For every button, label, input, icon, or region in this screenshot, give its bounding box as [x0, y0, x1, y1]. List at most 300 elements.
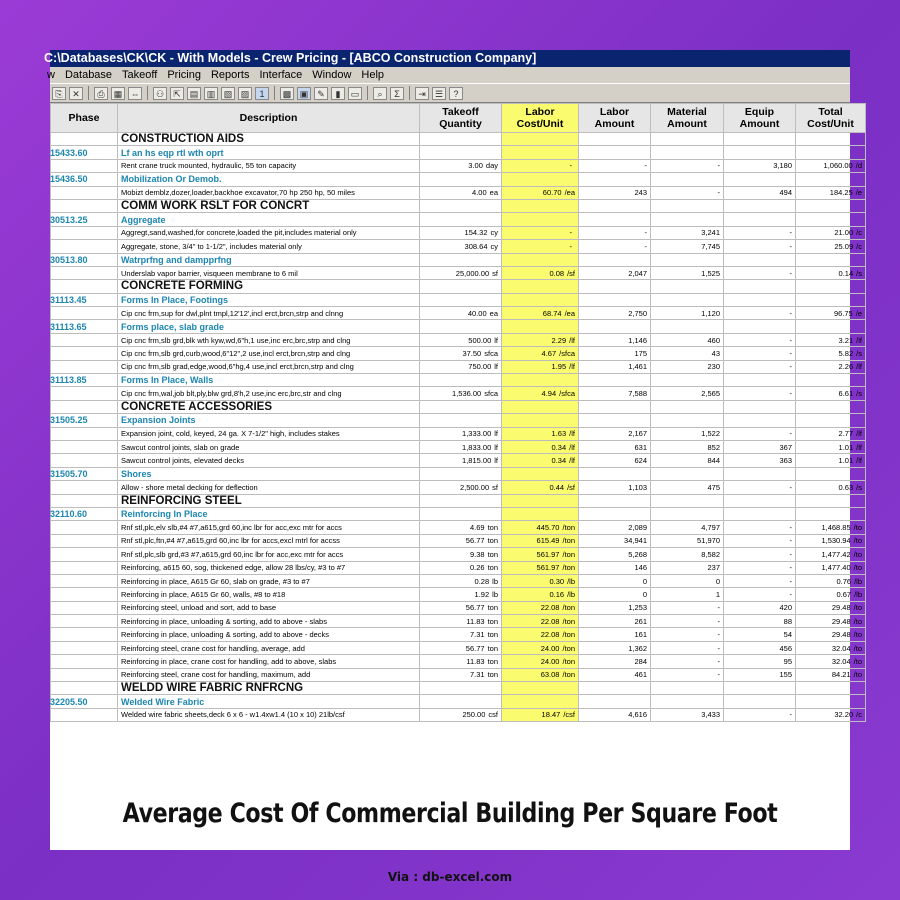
labor-cost-unit — [502, 266, 579, 279]
equip-amount: - — [724, 240, 796, 253]
material-amount: 0 — [651, 574, 724, 587]
labor-cost-unit-value: 0.34 — [551, 456, 567, 466]
sum-icon[interactable]: Σ — [390, 87, 404, 100]
takeoff-quantity-value: 7.31 — [469, 630, 485, 640]
menu-item-reports[interactable]: Reports — [210, 69, 250, 81]
labor-amount: 284 — [579, 655, 651, 668]
menu-item-interface[interactable]: Interface — [259, 69, 303, 81]
takeoff-quantity — [420, 601, 502, 614]
phase-cell — [51, 548, 118, 561]
labor-cost-unit — [502, 574, 579, 587]
takeoff-quantity — [420, 534, 502, 547]
table-row[interactable] — [51, 548, 866, 561]
empty-cell — [502, 320, 579, 333]
labor-amount: 0 — [579, 588, 651, 601]
table-row[interactable] — [51, 454, 866, 467]
phase-cell — [51, 641, 118, 654]
phase-code: 30513.25 — [51, 213, 118, 226]
empty-cell — [796, 467, 866, 480]
total-cost-unit — [796, 440, 866, 453]
page4-icon[interactable]: ▨ — [238, 87, 252, 100]
table-row[interactable] — [51, 481, 866, 494]
total-cost-unit-unit: /to — [853, 523, 862, 533]
takeoff-quantity — [420, 574, 502, 587]
column-header-material-amount[interactable]: Material Amount — [651, 104, 724, 133]
phase-cell — [51, 481, 118, 494]
spreadsheet — [50, 103, 862, 790]
empty-cell — [796, 213, 866, 226]
total-cost-unit-unit: /d — [855, 161, 862, 171]
labor-amount: 1,103 — [579, 481, 651, 494]
phase-code: 32110.60 — [51, 507, 118, 520]
takeoff-quantity-value: 1,333.00 — [462, 429, 492, 439]
table-row[interactable] — [51, 708, 866, 721]
empty-cell — [796, 146, 866, 159]
empty-cell — [796, 695, 866, 708]
empty-cell — [651, 213, 724, 226]
phase-row[interactable] — [51, 467, 866, 480]
table-row[interactable] — [51, 226, 866, 239]
empty-cell — [579, 146, 651, 159]
total-cost-unit-value: 1,060.00 — [823, 161, 853, 171]
labor-cost-unit-unit: /lf — [569, 362, 575, 372]
empty-cell — [651, 467, 724, 480]
equip-amount: 3,180 — [724, 159, 796, 172]
empty-cell — [579, 199, 651, 212]
labor-cost-unit — [502, 454, 579, 467]
page5-icon[interactable]: ▩ — [280, 87, 294, 100]
total-cost-unit-value: 0.76 — [836, 576, 852, 586]
empty-cell — [796, 400, 866, 413]
labor-amount: 34,941 — [579, 534, 651, 547]
material-amount: 51,970 — [651, 534, 724, 547]
total-cost-unit-value: 96.75 — [833, 308, 853, 318]
phase-cell — [51, 266, 118, 279]
phase-code: 31505.25 — [51, 414, 118, 427]
phase-cell — [51, 240, 118, 253]
total-cost-unit — [796, 240, 866, 253]
phase-code: 31505.70 — [51, 467, 118, 480]
labor-amount: 261 — [579, 615, 651, 628]
total-cost-unit — [796, 360, 866, 373]
total-cost-unit-value: 184.25 — [829, 188, 853, 198]
phase-row[interactable] — [51, 253, 866, 266]
takeoff-quantity-unit: sfca — [484, 348, 498, 358]
list-icon[interactable]: ☰ — [432, 87, 446, 100]
total-cost-unit-unit: /s — [856, 348, 862, 358]
labor-cost-unit — [502, 521, 579, 534]
total-cost-unit — [796, 628, 866, 641]
page3-icon[interactable]: ▧ — [221, 87, 235, 100]
table-row[interactable] — [51, 655, 866, 668]
empty-cell — [651, 374, 724, 387]
takeoff-quantity-value: 4.00 — [472, 188, 487, 198]
resize-icon[interactable]: ⇱ — [170, 87, 184, 100]
phase-code: 15433.60 — [51, 146, 118, 159]
menu-item-database[interactable]: Database — [64, 69, 113, 81]
column-header-phase[interactable]: Phase — [51, 104, 118, 133]
column-header-description[interactable]: Description — [118, 104, 420, 133]
phase-title: Forms place, slab grade — [118, 320, 420, 333]
labor-cost-unit — [502, 548, 579, 561]
grid-icon[interactable]: ▦ — [111, 87, 125, 100]
labor-amount: 4,616 — [579, 708, 651, 721]
material-amount: 4,797 — [651, 521, 724, 534]
equip-amount: - — [724, 307, 796, 320]
empty-cell — [579, 133, 651, 146]
empty-cell — [651, 414, 724, 427]
takeoff-quantity-value: 1,833.00 — [462, 442, 492, 452]
takeoff-quantity-unit: ton — [487, 603, 498, 613]
total-cost-unit-value: 0.14 — [838, 268, 854, 278]
table-row[interactable] — [51, 387, 866, 400]
phase-row[interactable] — [51, 173, 866, 186]
num-icon[interactable]: 1 — [255, 87, 269, 100]
empty-cell — [502, 253, 579, 266]
item-description: Mobizt demblz,dozer,loader,backhoe excavator,70 hp 250 hp, 50 miles — [118, 186, 420, 199]
empty-cell — [579, 494, 651, 507]
item-description: Cip cnc frm,wal,job blt,ply,blw grd,8'h,2 use,inc erc,brc,str and clng — [118, 387, 420, 400]
takeoff-quantity-unit: ton — [487, 563, 498, 573]
phase-cell — [51, 133, 118, 146]
empty-cell — [651, 494, 724, 507]
labor-cost-unit — [502, 628, 579, 641]
menu-item-help[interactable]: Help — [361, 69, 385, 81]
takeoff-quantity-value: 40.00 — [467, 308, 487, 318]
total-cost-unit — [796, 534, 866, 547]
labor-amount: 2,750 — [579, 307, 651, 320]
copy-icon[interactable]: ⎘ — [52, 87, 66, 100]
equip-amount: - — [724, 534, 796, 547]
empty-cell — [502, 400, 579, 413]
toolbar-separator — [88, 86, 89, 100]
table-row[interactable] — [51, 360, 866, 373]
labor-amount: 0 — [579, 574, 651, 587]
empty-cell — [796, 507, 866, 520]
item-description: Cip cnc frm,slb grad,edge,wood,6"hg,4 use,incl erct,brcn,strp and clng — [118, 360, 420, 373]
phase-row[interactable] — [51, 507, 866, 520]
equip-amount: 363 — [724, 454, 796, 467]
total-cost-unit — [796, 159, 866, 172]
column-header-total-cost-unit[interactable]: Total Cost/Unit — [796, 104, 866, 133]
search-icon[interactable]: ⌕ — [373, 87, 387, 100]
total-cost-unit-value: 0.67 — [836, 589, 852, 599]
toolbar-separator — [274, 86, 275, 100]
cost-table — [50, 103, 866, 722]
menu-item-pricing[interactable]: Pricing — [167, 69, 201, 81]
empty-cell — [420, 213, 502, 226]
empty-cell — [724, 280, 796, 293]
column-header-equip-amount[interactable]: Equip Amount — [724, 104, 796, 133]
labor-cost-unit — [502, 588, 579, 601]
bars-icon[interactable]: ▮ — [331, 87, 345, 100]
group-row[interactable] — [51, 280, 866, 293]
labor-cost-unit-value: 0.08 — [549, 268, 565, 278]
table-row[interactable] — [51, 307, 866, 320]
menu-item-w[interactable]: w — [47, 69, 55, 81]
total-cost-unit-value: 32.04 — [831, 643, 851, 653]
labor-cost-unit-unit: /ton — [562, 670, 575, 680]
labor-cost-unit-unit: /ton — [562, 549, 575, 559]
takeoff-quantity — [420, 655, 502, 668]
empty-cell — [420, 320, 502, 333]
empty-cell — [502, 280, 579, 293]
item-description: Aggregate, stone, 3/4" to 1-1/2", includes material only — [118, 240, 420, 253]
total-cost-unit — [796, 226, 866, 239]
item-description: Cip cnc frm,slb grd,curb,wood,6"12",2 use,incl erct,brcn,strp and clng — [118, 347, 420, 360]
chart-icon[interactable]: ▣ — [297, 87, 311, 100]
labor-cost-unit-value: 1.95 — [551, 362, 567, 372]
table-row[interactable] — [51, 628, 866, 641]
table-row[interactable] — [51, 668, 866, 681]
labor-cost-unit-unit: /csf — [563, 710, 575, 720]
group-row[interactable] — [51, 494, 866, 507]
total-cost-unit-unit: /to — [853, 603, 862, 613]
total-cost-unit-value: 2.77 — [838, 429, 854, 439]
edit-icon[interactable]: ✎ — [314, 87, 328, 100]
material-amount: 3,241 — [651, 226, 724, 239]
empty-cell — [796, 320, 866, 333]
empty-cell — [651, 320, 724, 333]
material-amount: 3,433 — [651, 708, 724, 721]
group-title: WELDD WIRE FABRIC RNFRCNG — [118, 682, 420, 695]
empty-cell — [651, 682, 724, 695]
empty-cell — [651, 173, 724, 186]
total-cost-unit-value: 1.01 — [838, 456, 854, 466]
print-icon[interactable]: ⎙ — [94, 87, 108, 100]
takeoff-quantity-value: 11.83 — [466, 656, 485, 666]
takeoff-quantity-unit: lf — [494, 335, 498, 345]
column-header-labor-amount[interactable]: Labor Amount — [579, 104, 651, 133]
table-row[interactable] — [51, 534, 866, 547]
total-cost-unit — [796, 333, 866, 346]
total-cost-unit — [796, 481, 866, 494]
phase-code: 31113.45 — [51, 293, 118, 306]
total-cost-unit — [796, 427, 866, 440]
total-cost-unit — [796, 561, 866, 574]
table-row[interactable] — [51, 641, 866, 654]
labor-cost-unit-value: 0.30 — [549, 576, 565, 586]
table-row[interactable] — [51, 186, 866, 199]
takeoff-quantity — [420, 333, 502, 346]
total-cost-unit-value: 1,477.42 — [821, 549, 851, 559]
total-cost-unit — [796, 307, 866, 320]
takeoff-quantity-unit: ton — [487, 616, 498, 626]
table-row[interactable] — [51, 601, 866, 614]
group-row[interactable] — [51, 400, 866, 413]
binoculars-icon[interactable]: ⚇ — [153, 87, 167, 100]
table-row[interactable] — [51, 240, 866, 253]
empty-cell — [724, 467, 796, 480]
group-row[interactable] — [51, 682, 866, 695]
takeoff-quantity — [420, 387, 502, 400]
empty-cell — [796, 199, 866, 212]
labor-amount: 1,253 — [579, 601, 651, 614]
item-description: Reinforcing in place, unloading & sorting, add to above - slabs — [118, 615, 420, 628]
total-cost-unit-unit: /lf — [856, 429, 862, 439]
labor-cost-unit — [502, 641, 579, 654]
material-amount: - — [651, 668, 724, 681]
item-description: Reinforcing in place, A615 Gr 60, slab on grade, #3 to #7 — [118, 574, 420, 587]
table-icon[interactable]: ▭ — [348, 87, 362, 100]
total-cost-unit — [796, 588, 866, 601]
item-description: Reinforcing in place, A615 Gr 60, walls, #8 to #18 — [118, 588, 420, 601]
takeoff-quantity-value: 4.69 — [469, 523, 485, 533]
phase-row[interactable] — [51, 146, 866, 159]
item-description: Cip cnc frm,slb grd,blk wth kyw,wd,6"h,1 use,inc erc,brc,strp and clng — [118, 333, 420, 346]
total-cost-unit-unit: /to — [853, 630, 862, 640]
empty-cell — [724, 400, 796, 413]
empty-cell — [579, 173, 651, 186]
takeoff-quantity-value: 154.32 — [464, 228, 488, 238]
takeoff-quantity — [420, 226, 502, 239]
group-title: CONCRETE ACCESSORIES — [118, 400, 420, 413]
phase-row[interactable] — [51, 695, 866, 708]
phase-cell — [51, 280, 118, 293]
total-cost-unit-value: 29.48 — [831, 603, 851, 613]
material-amount: 844 — [651, 454, 724, 467]
equip-amount: - — [724, 333, 796, 346]
labor-cost-unit-value: - — [569, 161, 572, 171]
material-amount: 475 — [651, 481, 724, 494]
empty-cell — [420, 695, 502, 708]
phase-row[interactable] — [51, 374, 866, 387]
material-amount: 1,525 — [651, 266, 724, 279]
equip-amount: 420 — [724, 601, 796, 614]
labor-cost-unit-value: 4.67 — [541, 348, 557, 358]
total-cost-unit-unit: /c — [856, 228, 862, 238]
labor-amount: 146 — [579, 561, 651, 574]
item-description: Reinforcing steel, crane cost for handling, maximum, add — [118, 668, 420, 681]
empty-cell — [502, 173, 579, 186]
table-row[interactable] — [51, 440, 866, 453]
empty-cell — [796, 414, 866, 427]
labor-cost-unit-value: 60.70 — [542, 188, 562, 198]
equip-amount: 367 — [724, 440, 796, 453]
empty-cell — [651, 293, 724, 306]
total-cost-unit-unit: /to — [853, 643, 862, 653]
empty-cell — [724, 199, 796, 212]
phase-title: Expansion Joints — [118, 414, 420, 427]
material-amount: - — [651, 615, 724, 628]
help-icon[interactable]: ? — [449, 87, 463, 100]
column-header-takeoff-quantity[interactable]: Takeoff Quantity — [420, 104, 502, 133]
labor-cost-unit-unit: /sf — [567, 268, 575, 278]
takeoff-quantity — [420, 440, 502, 453]
table-row[interactable] — [51, 159, 866, 172]
group-row[interactable] — [51, 199, 866, 212]
phase-cell — [51, 347, 118, 360]
takeoff-quantity-value: 56.77 — [465, 643, 485, 653]
empty-cell — [651, 400, 724, 413]
empty-cell — [420, 280, 502, 293]
labor-cost-unit-value: 615.49 — [536, 536, 560, 546]
phase-cell — [51, 226, 118, 239]
total-cost-unit — [796, 641, 866, 654]
takeoff-quantity-value: 2,500.00 — [459, 482, 490, 492]
phase-row[interactable] — [51, 293, 866, 306]
labor-amount: 161 — [579, 628, 651, 641]
takeoff-quantity-value: 1,815.00 — [462, 456, 492, 466]
empty-cell — [579, 695, 651, 708]
menu-item-window[interactable]: Window — [312, 69, 352, 81]
phase-cell — [51, 561, 118, 574]
table-row[interactable] — [51, 347, 866, 360]
takeoff-quantity-unit: cy — [490, 228, 498, 238]
phase-title: Forms In Place, Walls — [118, 374, 420, 387]
material-amount: 852 — [651, 440, 724, 453]
phase-row[interactable] — [51, 213, 866, 226]
total-cost-unit-unit: /lf — [856, 442, 862, 452]
labor-amount: 2,167 — [579, 427, 651, 440]
phase-row[interactable] — [51, 414, 866, 427]
phase-title: Aggregate — [118, 213, 420, 226]
column-header-labor-cost-unit[interactable]: Labor Cost/Unit — [502, 104, 579, 133]
labor-cost-unit-unit: /ea — [564, 308, 575, 318]
empty-cell — [796, 494, 866, 507]
total-cost-unit — [796, 521, 866, 534]
phase-code: 32205.50 — [51, 695, 118, 708]
takeoff-quantity-unit: sfca — [484, 389, 498, 399]
takeoff-quantity-unit: ton — [487, 549, 498, 559]
table-row[interactable] — [51, 574, 866, 587]
page-icon[interactable]: ▤ — [187, 87, 201, 100]
empty-cell — [579, 293, 651, 306]
labor-amount: 2,047 — [579, 266, 651, 279]
table-row[interactable] — [51, 333, 866, 346]
table-row[interactable] — [51, 615, 866, 628]
empty-cell — [651, 133, 724, 146]
labor-cost-unit-unit: /ton — [562, 643, 575, 653]
empty-cell — [579, 374, 651, 387]
phase-row[interactable] — [51, 320, 866, 333]
empty-cell — [796, 374, 866, 387]
align-icon[interactable]: ⇔ — [128, 87, 142, 100]
takeoff-quantity — [420, 186, 502, 199]
material-amount: - — [651, 655, 724, 668]
group-row[interactable] — [51, 133, 866, 146]
labor-cost-unit-unit: /ton — [562, 616, 575, 626]
empty-cell — [724, 133, 796, 146]
total-cost-unit-value: 0.63 — [838, 482, 854, 492]
menu-item-takeoff[interactable]: Takeoff — [122, 69, 158, 81]
table-row[interactable] — [51, 588, 866, 601]
empty-cell — [724, 695, 796, 708]
total-cost-unit-unit: /s — [856, 268, 862, 278]
indent-icon[interactable]: ⇥ — [415, 87, 429, 100]
equip-amount: - — [724, 521, 796, 534]
table-row[interactable] — [51, 521, 866, 534]
takeoff-quantity — [420, 708, 502, 721]
takeoff-quantity-value: 37.50 — [462, 348, 482, 358]
cut-icon[interactable]: ✕ — [69, 87, 83, 100]
total-cost-unit-value: 29.48 — [831, 616, 851, 626]
labor-cost-unit — [502, 655, 579, 668]
equip-amount: - — [724, 708, 796, 721]
material-amount: 1,522 — [651, 427, 724, 440]
labor-cost-unit — [502, 440, 579, 453]
total-cost-unit — [796, 601, 866, 614]
labor-cost-unit-value: 2.29 — [551, 335, 567, 345]
takeoff-quantity — [420, 521, 502, 534]
table-row[interactable] — [51, 266, 866, 279]
page2-icon[interactable]: ▥ — [204, 87, 218, 100]
table-row[interactable] — [51, 561, 866, 574]
table-row[interactable] — [51, 427, 866, 440]
phase-cell — [51, 615, 118, 628]
labor-amount: 243 — [579, 186, 651, 199]
empty-cell — [579, 507, 651, 520]
